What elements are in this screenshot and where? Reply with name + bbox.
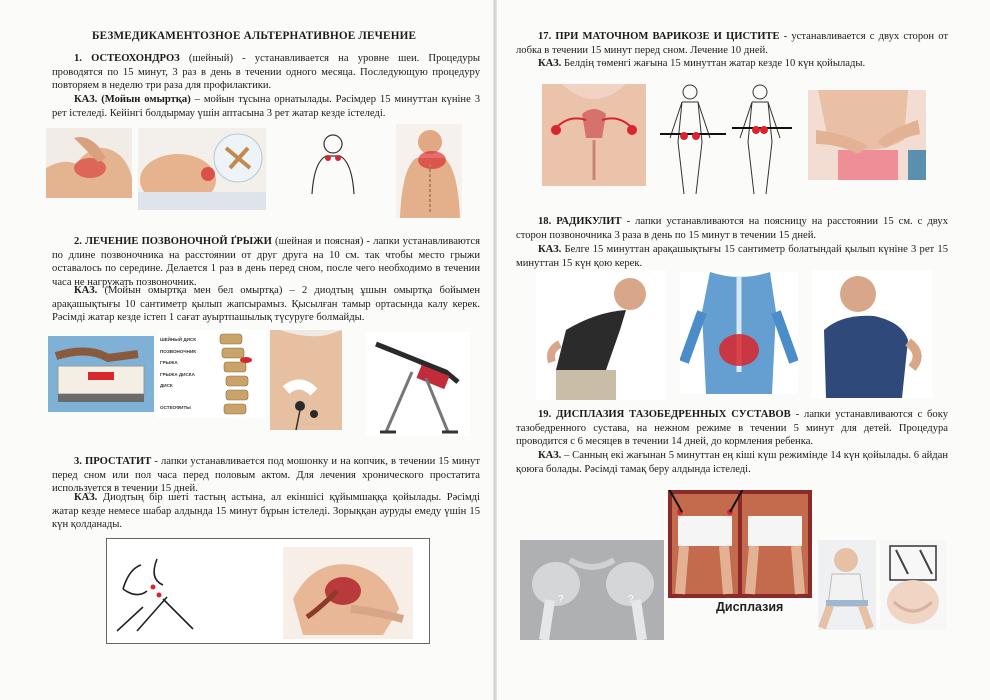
section-radiculitis: 18. РАДИКУЛИТ - лапки устанавливаются на поясницу на расстоянии 15 см. с двух сторон позвоночника 3 раза в день по 15 минут в течении 15 дней. (516, 216, 949, 241)
hip-xray-image (520, 540, 664, 640)
body-points-diagram (656, 82, 796, 198)
section-heading: 3. ПРОСТАТИТ (74, 456, 152, 467)
spine-anatomy-diagram (158, 330, 266, 418)
neck-electrodes-photo (270, 330, 342, 430)
section-osteochondrosis-kz: КАЗ. (Мойын омыртқа) – мойын тұсына орнатылады. Рәсімдер 15 минуттан күніне 3 рет істеледі. Кейінгі болдырмау үшін аптасына 3 рет жатар кезде істеледі. (52, 94, 480, 119)
section-heading: 19. ДИСПЛАЗИЯ ТАЗОБЕДРЕННЫХ СУСТАВОВ (538, 409, 791, 420)
inversion-table-photo (366, 332, 470, 436)
section-heading: 2. ЛЕЧЕНИЕ ПОЗВОНОЧНОЙ ҐРЫЖИ (74, 236, 272, 247)
section-hernia-kz: КАЗ. (Мойын омыртқа мен бел омыртқа) – 2 диодтың ұшын омыртқа бойымен арақашықтығы 10 сантиметр қылып жапсырамыз. Қысылған тамыр ортасында калу керек. Рәсімді жатар кезде істеп 1 сағат ауыртпашылық түсуруге болмайды. (52, 285, 480, 324)
section-uterine-varicose-kz: КАЗ. Белдің төменгі жағына 15 минуттан жатар кезде 10 күн қойылады. (538, 58, 866, 69)
section-radiculitis-kz: КАЗ. Белге 15 минуттан арақашықтығы 15 сантиметр болатындай қылып күніне 3 рет 15 минуттан 15 күн қою керек. (516, 244, 948, 269)
section-heading: 18. РАДИКУЛИТ (538, 216, 622, 227)
baby-harness-photo (880, 540, 946, 630)
pelvic-pain-photo (808, 90, 926, 180)
xray-mark-left: ? (558, 594, 564, 605)
neck-pain-photo (46, 128, 132, 198)
section-heading: 1. ОСТЕОХОНДРОЗ (74, 53, 180, 64)
man-holding-back-photo (812, 270, 932, 398)
section-hip-dysplasia-kz: КАЗ. – Санның екі жағынан 5 минуттан ең кіші күш режимінде 14 күн қойылады. 6 айдан қоюға болады. Рәсімді тамақ беру алдында істеледі. (516, 450, 948, 475)
baby-brace-photo (818, 540, 876, 630)
back-pain-photo (396, 124, 462, 218)
xray-mark-right: ? (628, 594, 634, 605)
section-osteochondrosis: 1. ОСТЕОХОНДРОЗ (шейный) - устанавливается на уровне шеи. Процедуры проводятся по 15 минут, 3 раз в день в течении одного месяца. Последующую процедуру повторяем в неделю три раза для профилактики. (52, 53, 481, 92)
section-heading: 17. ПРИ МАТОЧНОМ ВАРИКОЗЕ И ЦИСТИТЕ (538, 31, 780, 42)
sleeping-neck-illustration (138, 128, 266, 210)
page-title: БЕЗМЕДИКАМЕНТОЗНОЕ АЛЬТЕРНАТИВНОЕ ЛЕЧЕНИЕ (92, 30, 417, 42)
prostate-figure-frame (106, 538, 430, 644)
spine-labels: ШЕЙНЫЙ ДИСК ПОЗВОНОЧНИК ГРЫЖА ГРЫЖА ДИСКА ДИСК ОСТЕОФИТЫ (160, 337, 197, 410)
baby-hips-photo (668, 490, 812, 598)
section-prostatitis-kz: КАЗ. Диодтың бір шеті тастың астына, ал екіншісі құйымшаққа қойылады. Рәсімді жатар кезде немесе шабар алдында 15 минут бұрын істеледі. Зорыққан ауруды емеду үшін 15 күн қолданады. (52, 492, 480, 531)
section-uterine-varicose: 17. ПРИ МАТОЧНОМ ВАРИКОЗЕ И ЦИСТИТЕ - устанавливается с двух сторон от лобка в течении 15 минут перед сном. Лечение 10 дней. (516, 31, 948, 56)
section-hernia: 2. ЛЕЧЕНИЕ ПОЗВОНОЧНОЙ ҐРЫЖИ (шейная и поясная) - лапки устанавливаются по длине позвоночника на расстоянии от друг друга на 10 см. так чтобы место грыжи оставалось по середине. Делается 1 раз в день перед сном, после чего необходимо в течении часа не нагружать позвоночник. (52, 236, 480, 288)
traction-device-photo (48, 336, 154, 412)
dysplasia-caption: Дисплазия (716, 600, 784, 614)
section-prostatitis: 3. ПРОСТАТИТ - лапки устанавливается под мошонку и на копчик, в течении 15 минут перед сном или пол часа перед половым актом. Для лечения хронического простатита используется в течении 15 дней. (52, 456, 480, 495)
neck-points-diagram (306, 132, 360, 198)
page-fold (493, 0, 497, 700)
man-back-pain-photo (536, 270, 666, 400)
skeleton-xray-back (680, 272, 798, 394)
section-hip-dysplasia: 19. ДИСПЛАЗИЯ ТАЗОБЕДРЕННЫХ СУСТАВОВ - лапки устанавливаются с боку тазобедренного сустава, на нежном режиме в течении 5 минут для детей. Процедура проводится с 6 месяцев в течении 14 дней, до кормления ребенка. (516, 409, 949, 448)
uterus-illustration (542, 84, 646, 186)
